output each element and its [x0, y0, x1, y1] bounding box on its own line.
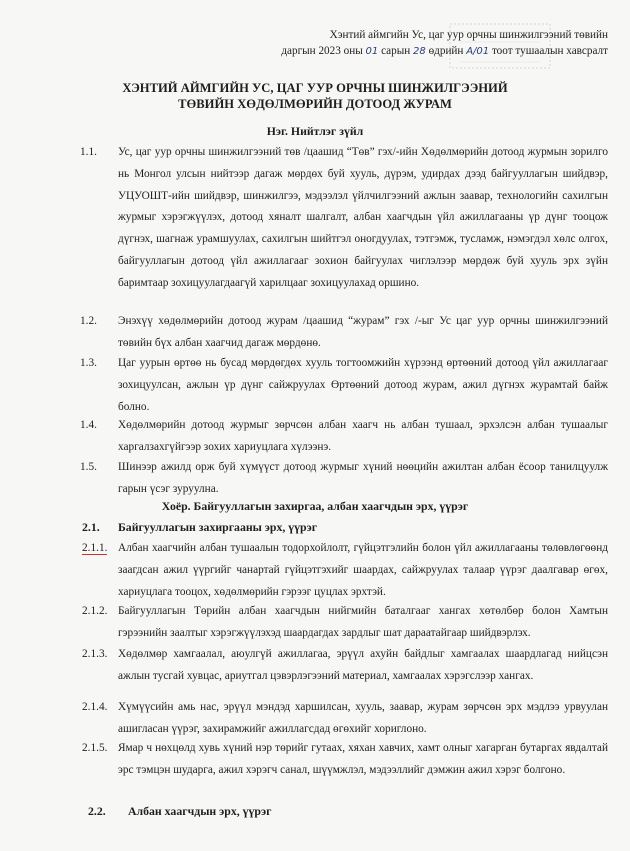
- item-number: 2.1.1.: [82, 542, 108, 554]
- item-number: 1.1.: [80, 146, 97, 158]
- item-number: 1.2.: [80, 315, 97, 327]
- handwritten-day: 28: [413, 46, 426, 57]
- item-number: 2.1.4.: [82, 701, 108, 713]
- section2-heading: Хоёр. Байгууллагын захиргаа, албан хаагчдын эрх, үүрэг: [161, 499, 469, 513]
- attachment-note-line1: Хэнтий аймгийн Ус, цаг уур орчны шинжилгээний төвийн: [329, 29, 608, 41]
- handwritten-order-number: A/01: [466, 46, 490, 57]
- item-text: Байгууллагын Төрийн албан хаагчдын нийгмийн баталгааг хангах хөтөлбөр болон Хамтын гэрээнийн заалтыг хэрэгжүүлэхэд шаардагдах зардлыг шат дараатайгаар шийдвэрлэх.: [118, 605, 608, 639]
- item-text: Энэхүү хөдөлмөрийн дотоод журам /цаашид “журам” гэх /-ыг Ус цаг уур орчны шинжилгээний төвийн бүх албан хаагчид дагаж мөрдөнө.: [118, 315, 608, 349]
- document-title-line2: ТӨВИЙН ХӨДӨЛМӨРИЙН ДОТООД ЖУРАМ: [178, 97, 452, 111]
- item-text: Хүмүүсийн амь нас, эрүүл мэндэд харшилсан, хууль, заавар, журам зөрчсөн эрх мэдлээ урвуулан ашигласан үүрэг, захирамжийг ажиллагсдад өгөхийг хориглоно.: [118, 701, 608, 735]
- item-number: 2.1.3.: [82, 648, 108, 660]
- item-text: Албан хаагчийн албан тушаалын тодорхойлолт, гүйцэтгэлийн болон үйл ажиллагааны төлөвлөгөөнд заагдсан ажил үүргийг чанартай гүйцэтгэхийг шаардах, сайжруулах талаар үүрэг даалгавар өгөх, хариуцлага тооцох, хөдөлмөрийн гэрээг цуцлах эрхтэй.: [118, 542, 608, 598]
- item-text: Хөдөлмөрийн дотоод журмыг зөрчсөн албан хаагч нь албан тушаал, эрхэлсэн албан тушаалыг харгалзахгүйгээр зохих хариуцлага хүлээнэ.: [118, 419, 608, 453]
- item-text: Хөдөлмөр хамгаалал, аюулгүй ажиллагаа, эрүүл ахуйн байдлыг хамгаалах шаардлагад нийцсэн ажлын тусгай хувцас, ариутгал цэвэрлэгээний материал, хамгаалах хэрэгслээр хангах.: [118, 648, 608, 682]
- document-title: [0, 80, 630, 112]
- item-number: 2.1.2.: [82, 605, 108, 617]
- item-text: Шинээр ажилд орж буй хүмүүст дотоод журмыг хүний нөөцийн ажилтан албан ёсоор танилцуулж гарын үсэг зуруулна.: [118, 461, 608, 495]
- document-title-line1: ХЭНТИЙ АЙМГИЙН УС, ЦАГ УУР ОРЧНЫ ШИНЖИЛГЭЭНИЙ: [122, 81, 508, 95]
- item-number: 1.3.: [80, 357, 97, 369]
- subsection-title: Албан хаагчдын эрх, үүрэг: [128, 804, 272, 818]
- item-text: Ус, цаг уур орчны шинжилгээний төв /цаашид “Төв” гэх/-ийн Хөдөлмөрийн дотоод журмын зорилго нь Монгол улсын нийтээр дагаж мөрдөх буй хууль, дүрэм, удирдах дээд байгууллагын шийдвэр, УЦУОШТ-ийн шийдвэр, шинжилгээ, мэдээлэл үйлчилгээний ажлын заавар, технологийн сахилгын журмыг хэрэгжүүлэх, дотоод хяналт шалгалт, албан хаагчдын үйл ажиллагааны үр дүнг тооцож дүгнэх, шагнаж урамшуулах, сахилгын шийтгэл оногдуулах, тэтгэмж, тусламж, нэмэгдэл хөлс олгох, байгууллагын дотоод үйл ажиллагааг зохион байгуулах чиглэлээр мөрдөж буй хууль эрх зүйн баримтаар зохицуулагдаагүй харилцааг зохицуулахад оршино.: [118, 146, 608, 289]
- section1-heading: Нэг. Нийтлэг зүйл: [266, 124, 364, 138]
- handwritten-month: 01: [365, 46, 379, 57]
- item-number: 1.4.: [80, 419, 97, 431]
- subsection-title: Байгууллагын захиргааны эрх, үүрэг: [118, 520, 318, 534]
- item-text: Ямар ч нөхцөлд хувь хүний нэр төрийг гутаах, хяхан хавчих, хамт олныг хагарган бутаргах явдалтай эрс тэмцэн шударга, ажил хэрэгч санал, шүүмжлэл, мэдээллийг дэмжин ажил хэрэг болгоно.: [118, 742, 608, 776]
- attachment-note-line2: даргын 2023 оны 01 сарын 28 өдрийн A/01 тоот тушаалын хавсралт: [281, 45, 608, 57]
- subsection-number: 2.2.: [88, 804, 106, 818]
- attachment-note: [188, 27, 608, 60]
- item-number: 1.5.: [80, 461, 97, 473]
- item-number: 2.1.5.: [82, 742, 108, 754]
- subsection-number: 2.1.: [82, 520, 100, 534]
- item-text: Цаг уурын өртөө нь бусад мөрдөгдөх хууль тогтоомжийн хүрээнд өртөөний дотоод үйл ажиллагааг зохицуулсан, ажлын үр дүнг сайжруулах Өртөөний дотоод журам, ажил дүгнэх журамтай байж болно.: [118, 357, 608, 413]
